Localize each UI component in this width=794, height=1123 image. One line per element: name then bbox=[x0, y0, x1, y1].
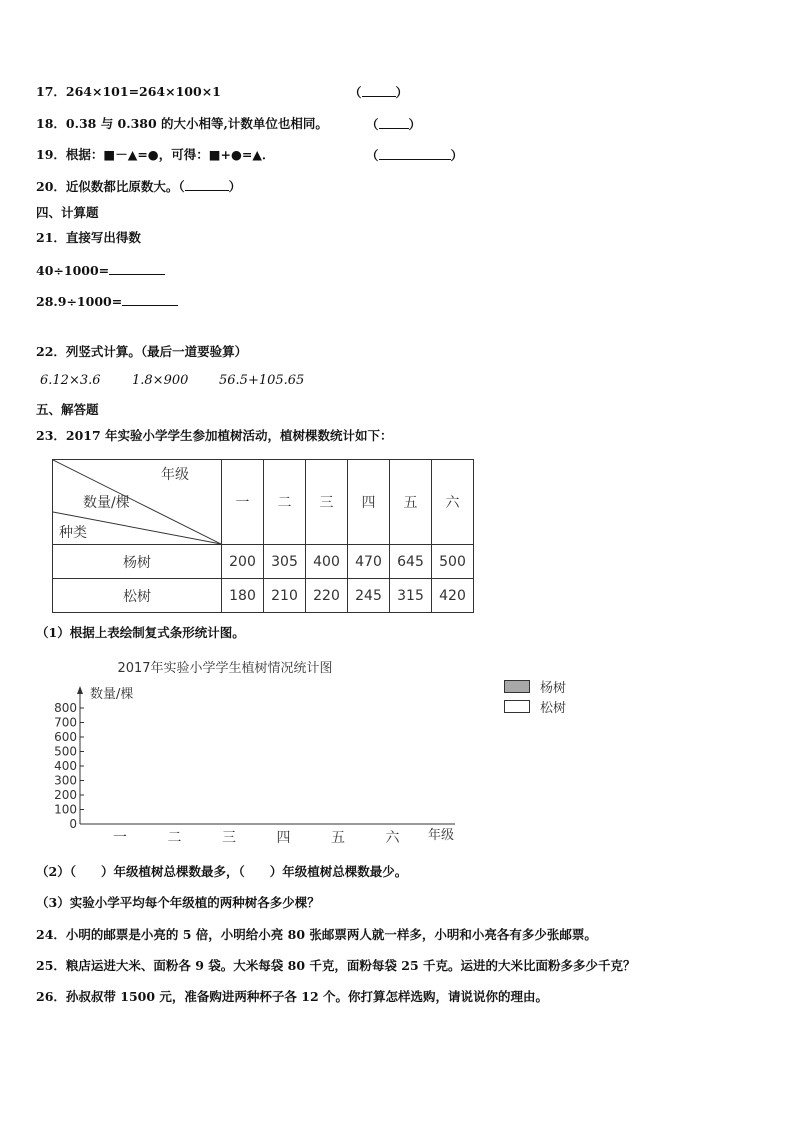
question-25 bbox=[36, 958, 636, 974]
paren-right: ） bbox=[228, 179, 242, 194]
value-cell: 180 bbox=[222, 579, 264, 613]
value-cell: 200 bbox=[222, 545, 264, 579]
chart-legend bbox=[504, 676, 566, 716]
value-cell: 645 bbox=[390, 545, 432, 579]
question-19 bbox=[36, 147, 275, 163]
question-text: 列竖式计算。（最后一道要验算） bbox=[65, 344, 248, 359]
y-tick-label: 500 bbox=[54, 744, 77, 759]
value-cell: 400 bbox=[306, 545, 348, 579]
bar-chart bbox=[40, 656, 480, 856]
y-tick-label: 100 bbox=[54, 802, 77, 817]
paren-right: ） bbox=[450, 148, 464, 163]
answer-blank[interactable] bbox=[362, 84, 396, 97]
question-23-part-2: （2）（ ）年级植树总棵数最多，（ ）年级植树总棵数最少。 bbox=[36, 864, 408, 879]
answer-blank[interactable] bbox=[379, 116, 409, 129]
legend-item-pine bbox=[504, 696, 566, 716]
question-text: 0.38 与 0.380 的大小相等,计数单位也相同。 bbox=[65, 116, 328, 131]
paren-right: ） bbox=[408, 117, 422, 132]
value-cell: 420 bbox=[432, 579, 474, 613]
value-cell: 315 bbox=[390, 579, 432, 613]
question-text: 粮店运进大米、面粉各 9 袋。大米每袋 80 千克，面粉每袋 25 千克。运进的大米比面粉多多少千克？ bbox=[65, 958, 636, 973]
question-23 bbox=[36, 428, 393, 444]
question-23-part-3: （3）实验小学平均每个年级植的两种树各多少棵？ bbox=[36, 895, 320, 910]
value-cell: 210 bbox=[264, 579, 306, 613]
value-cell: 500 bbox=[432, 545, 474, 579]
question-text: 直接写出得数 bbox=[65, 230, 141, 245]
section-heading-calculation: 四、计算题 bbox=[36, 205, 99, 220]
question-21 bbox=[36, 230, 141, 246]
x-category-label: 三 bbox=[222, 830, 236, 846]
question-number: 23． bbox=[36, 428, 66, 443]
question-24 bbox=[36, 927, 597, 943]
answer-blank[interactable] bbox=[185, 178, 229, 191]
chart-axes bbox=[77, 686, 455, 824]
table-diagonal-header bbox=[53, 460, 222, 545]
y-axis-label: 数量/棵 bbox=[90, 687, 134, 702]
tree-name-cell: 杨树 bbox=[53, 545, 222, 579]
paren-left: （ bbox=[366, 117, 379, 132]
value-cell: 245 bbox=[348, 579, 390, 613]
x-category-label: 一 bbox=[113, 830, 127, 846]
answer-parentheses bbox=[366, 146, 463, 164]
legend-label: 松树 bbox=[540, 700, 567, 716]
grade-header-cell: 二 bbox=[264, 460, 306, 545]
question-17 bbox=[36, 84, 221, 100]
question-text: 根据：■－▲=●，可得：■+●=▲． bbox=[65, 147, 275, 162]
grade-header-cell: 一 bbox=[222, 460, 264, 545]
x-category-labels bbox=[113, 830, 401, 846]
y-tick-label: 400 bbox=[54, 759, 77, 773]
answer-blank[interactable] bbox=[109, 262, 165, 275]
legend-label: 杨树 bbox=[540, 680, 567, 696]
x-category-label: 二 bbox=[167, 830, 182, 846]
question-text: 小明的邮票是小亮的 5 倍，小明给小亮 80 张邮票两人就一样多，小明和小亮各有多少张邮票。 bbox=[65, 927, 597, 942]
vertical-calc-3: 56.5+105.65 bbox=[219, 373, 305, 388]
paren-left: （ bbox=[366, 148, 379, 163]
question-number: 24． bbox=[36, 927, 66, 942]
calc-item-2 bbox=[36, 293, 178, 310]
legend-item-poplar bbox=[504, 676, 566, 696]
value-cell: 220 bbox=[306, 579, 348, 613]
chart-title: 2017年实验小学学生植树情况统计图 bbox=[117, 661, 333, 676]
question-number: 17． bbox=[36, 84, 66, 99]
question-26 bbox=[36, 989, 548, 1005]
question-text: 2017 年实验小学学生参加植树活动，植树棵数统计如下： bbox=[65, 428, 393, 443]
header-grade-label: 年级 bbox=[161, 467, 189, 483]
paren-left: （ bbox=[349, 85, 362, 100]
section-heading-problems: 五、解答题 bbox=[36, 402, 99, 417]
question-number: 19． bbox=[36, 147, 66, 162]
question-18 bbox=[36, 116, 328, 132]
paren-right: ） bbox=[395, 85, 409, 100]
y-axis-arrow bbox=[77, 686, 83, 694]
answer-parentheses bbox=[349, 83, 408, 101]
legend-swatch-pine bbox=[504, 700, 530, 713]
y-tick-label: 600 bbox=[54, 730, 77, 744]
question-text: 264×101=264×100×1 bbox=[65, 84, 221, 99]
answer-parentheses bbox=[366, 115, 421, 133]
question-23-part-1: （1）根据上表绘制复式条形统计图。 bbox=[36, 625, 245, 640]
y-tick-label: 200 bbox=[54, 788, 77, 802]
answer-blank[interactable] bbox=[122, 293, 178, 306]
table-row bbox=[53, 545, 474, 579]
y-tick-label: 300 bbox=[54, 773, 77, 788]
question-number: 21． bbox=[36, 230, 66, 245]
y-tick-label: 700 bbox=[54, 715, 77, 730]
question-number: 25． bbox=[36, 958, 66, 973]
calc-item-1 bbox=[36, 262, 165, 279]
grade-header-cell: 四 bbox=[348, 460, 390, 545]
grade-header-cell: 六 bbox=[432, 460, 474, 545]
question-22 bbox=[36, 344, 247, 360]
question-number: 22． bbox=[36, 344, 66, 359]
table-row bbox=[53, 579, 474, 613]
header-kind-label: 种类 bbox=[59, 525, 87, 541]
header-count-label: 数量/棵 bbox=[83, 495, 130, 511]
legend-swatch-poplar bbox=[504, 680, 530, 693]
question-number: 26． bbox=[36, 989, 66, 1004]
answer-blank[interactable] bbox=[379, 147, 451, 160]
x-category-label: 五 bbox=[331, 830, 345, 846]
calc-expression: 40÷1000= bbox=[36, 263, 110, 278]
x-axis-label: 年级 bbox=[428, 828, 455, 843]
x-category-label: 六 bbox=[385, 830, 400, 846]
tree-name-cell: 松树 bbox=[53, 579, 222, 613]
grade-header-cell: 三 bbox=[306, 460, 348, 545]
vertical-calc-1: 6.12×3.6 bbox=[40, 373, 101, 388]
y-tick-label: 0 bbox=[69, 817, 77, 831]
grade-header-cell: 五 bbox=[390, 460, 432, 545]
question-20 bbox=[36, 178, 241, 195]
value-cell: 305 bbox=[264, 545, 306, 579]
x-category-label: 四 bbox=[276, 830, 291, 846]
question-text: 近似数都比原数大。（ bbox=[65, 179, 185, 194]
calc-expression: 28.9÷1000= bbox=[36, 294, 123, 309]
question-number: 18． bbox=[36, 116, 66, 131]
planting-table bbox=[52, 459, 474, 613]
question-number: 20． bbox=[36, 179, 66, 194]
value-cell: 470 bbox=[348, 545, 390, 579]
y-tick-label: 800 bbox=[54, 701, 77, 715]
question-text: 孙叔叔带 1500 元，准备购进两种杯子各 12 个。你打算怎样选购，请说说你的理由。 bbox=[65, 989, 549, 1004]
vertical-calc-2: 1.8×900 bbox=[132, 373, 189, 388]
